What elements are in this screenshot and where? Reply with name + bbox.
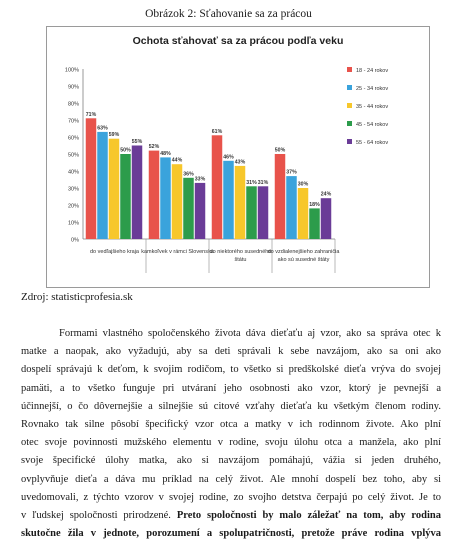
data-label: 36% <box>183 171 194 178</box>
bar <box>321 198 332 239</box>
data-label: 44% <box>171 157 183 164</box>
data-label: 48% <box>160 150 171 157</box>
legend-label: 18 - 24 rokov <box>356 68 389 74</box>
bar <box>132 146 143 240</box>
data-label: 31% <box>257 179 269 186</box>
bar <box>149 151 160 239</box>
paragraph-line: matke a naopak, ako vyžadujú, aby sa deti správali k sebe navzájom, ako sa oni ako <box>21 346 441 358</box>
legend-label: 55 - 64 rokov <box>356 140 389 146</box>
data-label: 59% <box>108 132 120 139</box>
y-tick-label: 0% <box>71 237 79 244</box>
bar <box>223 161 234 239</box>
legend-swatch <box>347 139 352 144</box>
legend-swatch <box>347 85 352 90</box>
legend-swatch <box>347 67 352 72</box>
data-label: 30% <box>297 181 309 188</box>
bar <box>258 186 269 239</box>
legend-swatch <box>347 121 352 126</box>
paragraph-line: účinnejší, o čo dôvernejšie a silnejšie sú citové vzťahy dieťaťa ku všetkým členom rodiny. <box>21 400 441 412</box>
data-label: 46% <box>223 154 234 161</box>
bar <box>298 188 309 239</box>
data-label: 50% <box>120 147 131 154</box>
paragraph-line-mixed <box>21 507 441 525</box>
y-tick-label: 60% <box>67 135 79 142</box>
y-tick-label: 80% <box>67 101 79 108</box>
bar <box>109 139 120 239</box>
paragraph-line: otec svoje povinnosti mužského elementu v rodine, svoju úlohu otca a manžela, ako plní <box>21 437 441 449</box>
y-tick-label: 50% <box>67 152 79 159</box>
bar <box>120 154 131 239</box>
bar <box>235 166 246 239</box>
bar <box>195 183 206 239</box>
x-tick-label: štátu <box>234 257 247 263</box>
legend-swatch <box>347 103 352 108</box>
plain-text: v ľudskej spoločnosti prirodzené. <box>21 510 177 522</box>
bar <box>275 154 286 239</box>
bar <box>212 135 223 239</box>
paragraph-line: Formami vlastného spoločenského života dáva dieťaťu aj vzor, ako sa správa otec k <box>59 328 441 339</box>
bar <box>160 157 171 239</box>
legend-label: 25 - 34 rokov <box>356 86 389 92</box>
paragraph-line: dospelí správajú k deťom, k svojim rodičom, to všetko si predškolské dieťa vrýva do svojej <box>21 364 441 376</box>
bar-chart <box>47 27 429 287</box>
data-label: 61% <box>211 128 223 135</box>
paragraph-line-bold: skutočne žila v jednote, porozumení a spolupatričnosti, pretože práve rodina vplýva <box>21 528 441 540</box>
y-tick-label: 70% <box>67 118 79 125</box>
y-tick-label: 100% <box>64 67 79 74</box>
bar <box>246 186 257 239</box>
data-label: 33% <box>194 176 206 183</box>
data-label: 18% <box>309 201 320 208</box>
legend-label: 35 - 44 rokov <box>356 104 389 110</box>
source-note: Zdroj: statisticprofesia.sk <box>21 291 133 303</box>
chart-title: Ochota sťahovať sa za prácou podľa veku <box>132 35 344 47</box>
x-tick-label: do vedľajšieho kraja <box>90 249 139 255</box>
y-tick-label: 10% <box>67 220 79 227</box>
y-tick-label: 20% <box>67 203 79 210</box>
data-label: 50% <box>274 147 286 154</box>
data-label: 55% <box>131 139 143 145</box>
paragraph-line: svoje špecifické úlohy matka, ako si navzájom pomáhajú, vážia si jeden druhého, <box>21 455 441 467</box>
paragraph-line: uvedomovali, z týchto vzorov v svojej rodine, zo svojho detstva čerpajú po celý život. Je to <box>21 491 441 503</box>
bar <box>86 118 97 239</box>
bar <box>172 164 183 239</box>
data-label: 31% <box>246 179 257 186</box>
x-tick-label: kamkoľvek v rámci Slovenska <box>141 249 214 255</box>
y-tick-label: 90% <box>67 84 79 91</box>
bold-text: Preto spoločnosti by malo záležať na tom, aby rodina <box>176 510 441 522</box>
bar <box>286 176 297 239</box>
bar <box>309 208 320 239</box>
data-label: 43% <box>234 159 246 166</box>
paragraph-line: ovplyvňuje dieťa a dáva mu príklad na celý život. Ale mnohí dospelí bez toho, aby si <box>21 473 441 485</box>
data-label: 52% <box>148 144 160 151</box>
data-label: 63% <box>97 125 108 132</box>
data-label: 37% <box>286 169 297 176</box>
data-label: 71% <box>85 111 97 118</box>
x-tick-label: ako sú susedné štáty <box>277 257 330 263</box>
legend-label: 45 - 54 rokov <box>356 122 389 128</box>
bar <box>97 132 108 239</box>
x-tick-label: do niektorého susedného <box>209 249 272 255</box>
figure-caption: Obrázok 2: Sťahovanie sa za prácou <box>145 8 312 20</box>
bar <box>183 178 194 239</box>
y-tick-label: 30% <box>67 186 79 193</box>
paragraph-line: pamäti, a to všetko funguje pri utváraní jeho osobnosti ako vzor, ktorý je pevnejší a <box>21 382 441 394</box>
body-paragraph <box>21 325 441 543</box>
y-tick-label: 40% <box>67 169 79 176</box>
data-label: 24% <box>320 191 332 198</box>
x-tick-label: do vzdialenejšieho zahraničia <box>267 249 340 255</box>
chart-container <box>46 26 430 288</box>
paragraph-line: Rovnako tak silne pôsobí špecifický vzor otca a matky v ich rodinnom živote. Ako plní <box>21 419 441 431</box>
